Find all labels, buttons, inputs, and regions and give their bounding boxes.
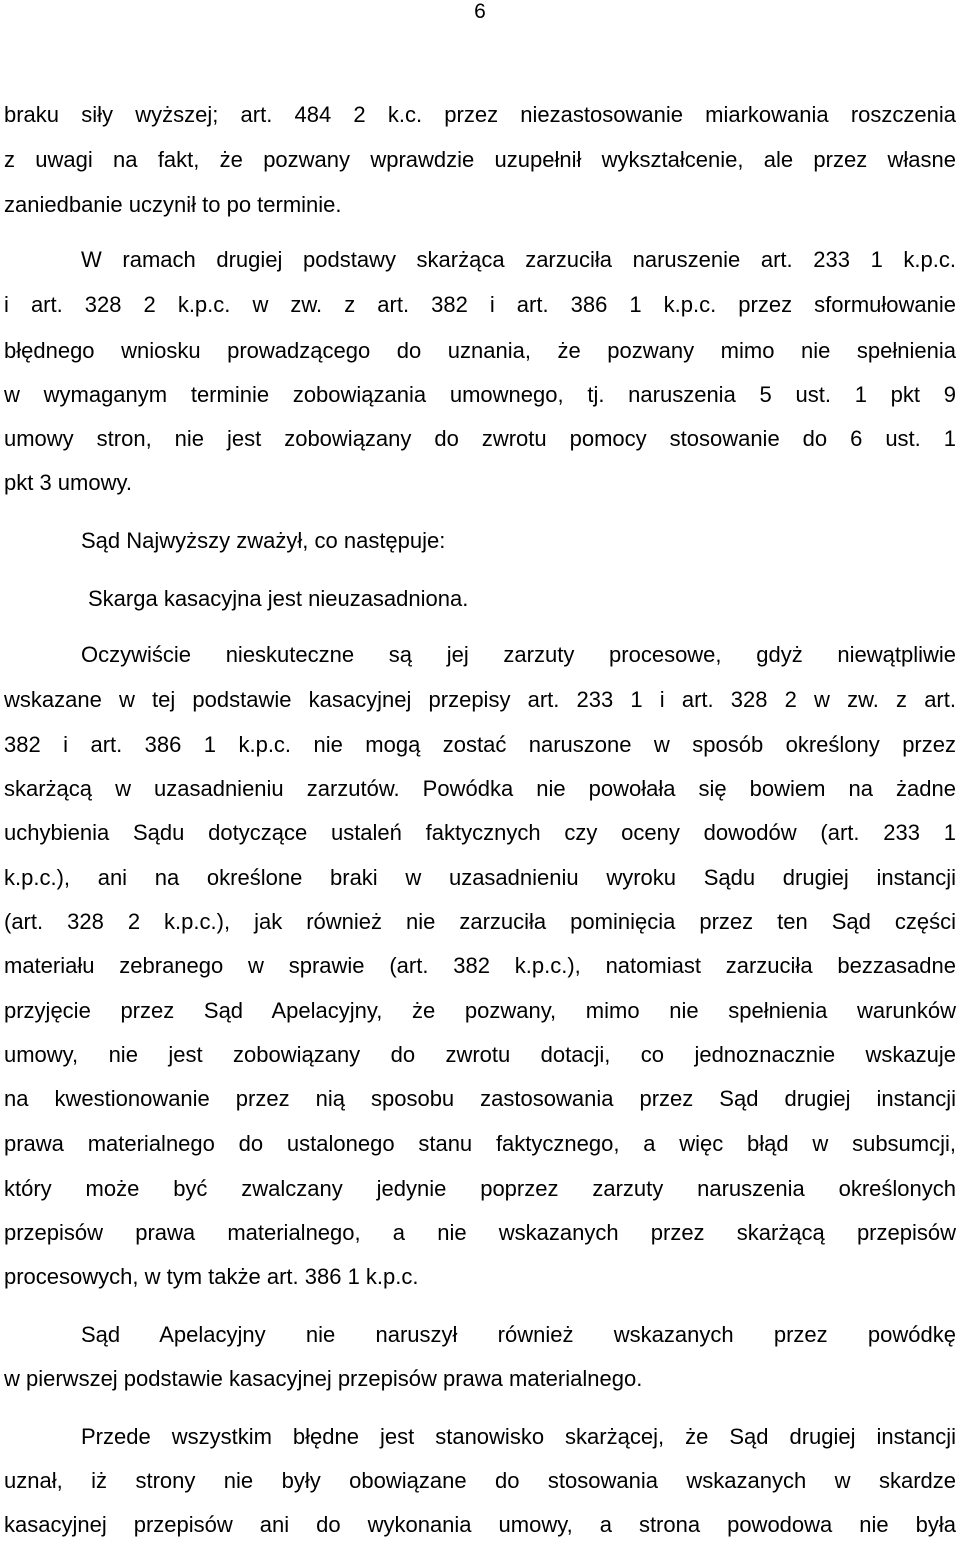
section-heading: Sąd Najwyższy zważył, co następuje:	[81, 528, 446, 553]
text-line: pkt 3 umowy.	[4, 470, 132, 495]
section-heading: Skarga kasacyjna jest nieuzasadniona.	[88, 586, 469, 611]
text-line: (art. 328 2 k.p.c.), jak również nie zarzuciła pominięcia przez ten Sąd części	[4, 909, 956, 934]
text-line: 382 i art. 386 1 k.p.c. nie mogą zostać naruszone w sposób określony przez	[4, 732, 956, 757]
text-line: wskazane w tej podstawie kasacyjnej przepisy art. 233 1 i art. 328 2 w zw. z art.	[4, 687, 956, 712]
text-line: kasacyjnej przepisów ani do wykonania umowy, a strona powodowa nie była	[4, 1512, 956, 1537]
text-line: przyjęcie przez Sąd Apelacyjny, że pozwany, mimo nie spełnienia warunków	[4, 998, 956, 1023]
page-number: 6	[474, 0, 486, 23]
text-line: z uwagi na fakt, że pozwany wprawdzie uzupełnił wykształcenie, ale przez własne	[4, 147, 956, 172]
text-line: umowy, nie jest zobowiązany do zwrotu dotacji, co jednoznacznie wskazuje	[4, 1042, 956, 1067]
text-line: W ramach drugiej podstawy skarżąca zarzuciła naruszenie art. 233 1 k.p.c.	[81, 247, 956, 272]
text-line: w wymaganym terminie zobowiązania umownego, tj. naruszenia 5 ust. 1 pkt 9	[4, 382, 956, 407]
text-line: Przede wszystkim błędne jest stanowisko skarżącej, że Sąd drugiej instancji	[81, 1424, 956, 1449]
text-line: procesowych, w tym także art. 386 1 k.p.c.	[4, 1264, 419, 1289]
text-line: uchybienia Sądu dotyczące ustaleń faktycznych czy oceny dowodów (art. 233 1	[4, 820, 956, 845]
text-line: Oczywiście nieskuteczne są jej zarzuty procesowe, gdyż niewątpliwie	[81, 642, 956, 667]
text-line: materiału zebranego w sprawie (art. 382 k.p.c.), natomiast zarzuciła bezzasadne	[4, 953, 956, 978]
text-line: który może być zwalczany jedynie poprzez zarzuty naruszenia określonych	[4, 1176, 956, 1201]
text-line: skarżącą w uzasadnieniu zarzutów. Powódka nie powołała się bowiem na żadne	[4, 776, 956, 801]
text-line: k.p.c.), ani na określone braki w uzasadnieniu wyroku Sądu drugiej instancji	[4, 865, 956, 890]
text-line: błędnego wniosku prowadzącego do uznania, że pozwany mimo nie spełnienia	[4, 338, 956, 363]
text-line: braku siły wyższej; art. 484 2 k.c. przez niezastosowanie miarkowania roszczenia	[4, 102, 956, 127]
text-line: zaniedbanie uczynił to po terminie.	[4, 192, 342, 217]
text-line: w pierwszej podstawie kasacyjnej przepisów prawa materialnego.	[4, 1366, 643, 1391]
text-line: na kwestionowanie przez nią sposobu zastosowania przez Sąd drugiej instancji	[4, 1086, 956, 1111]
text-line: przepisów prawa materialnego, a nie wskazanych przez skarżącą przepisów	[4, 1220, 956, 1245]
text-line: uznał, iż strony nie były obowiązane do stosowania wskazanych w skardze	[4, 1468, 956, 1493]
text-line: Sąd Apelacyjny nie naruszył również wskazanych przez powódkę	[81, 1322, 956, 1347]
text-line: i art. 328 2 k.p.c. w zw. z art. 382 i art. 386 1 k.p.c. przez sformułowanie	[4, 292, 956, 317]
text-line: prawa materialnego do ustalonego stanu faktycznego, a więc błąd w subsumcji,	[4, 1131, 956, 1156]
text-line: umowy stron, nie jest zobowiązany do zwrotu pomocy stosowanie do 6 ust. 1	[4, 426, 956, 451]
